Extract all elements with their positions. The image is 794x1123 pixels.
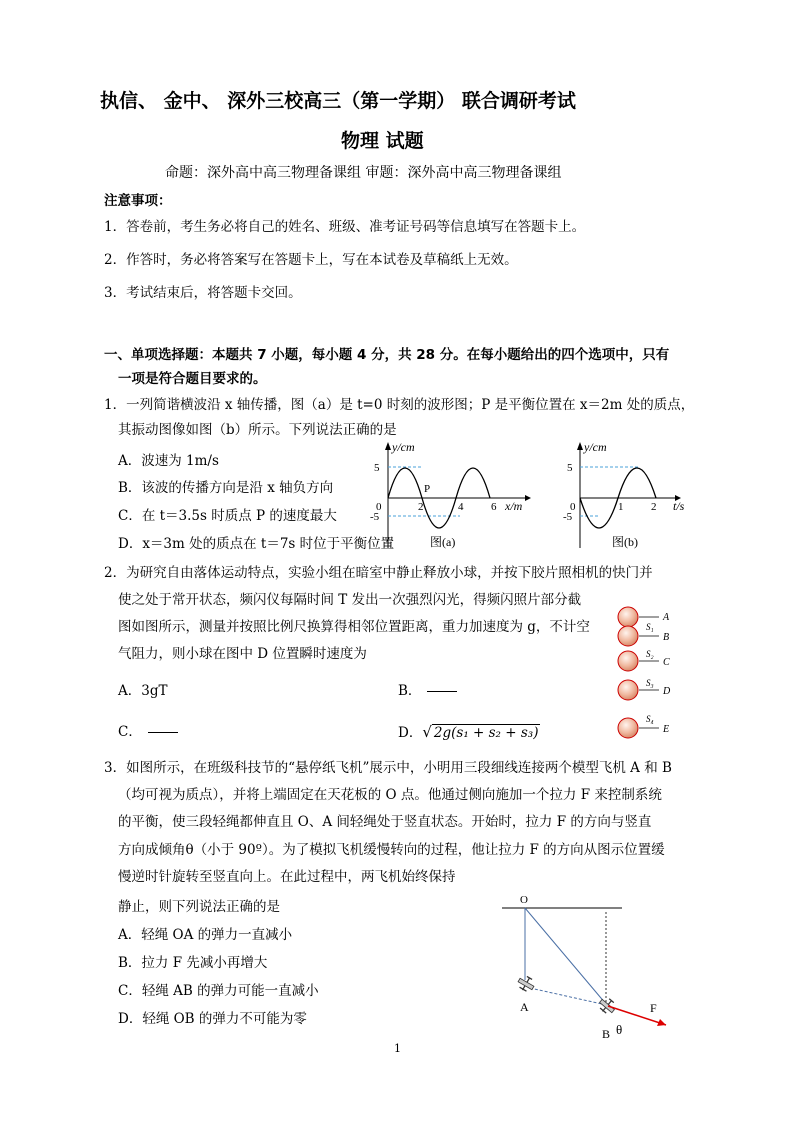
- y-label: y/cm: [584, 440, 607, 454]
- notice-item: 1．答卷前，考生务必将自己的姓名、班级、准考证号码等信息填写在答题卡上。: [104, 219, 586, 235]
- plane-b-icon: [596, 995, 617, 1016]
- figure-b-vibration: [560, 438, 700, 554]
- q2-option-b: B．: [398, 682, 457, 700]
- label-d: D: [663, 686, 671, 697]
- section-heading-cont: 一项是符合题目要求的。: [118, 371, 267, 387]
- x-tick-6: 6: [491, 501, 497, 513]
- ball-b: [618, 626, 638, 646]
- label-s2: S₂: [646, 649, 654, 659]
- question-3-stem-cont: 静止，则下列说法正确的是: [118, 899, 280, 915]
- t-tick-0: 0: [570, 501, 576, 513]
- q2-option-c: C．: [118, 723, 178, 741]
- q3-option-c: C．轻绳 AB 的弹力可能一直减小: [118, 983, 319, 999]
- label-s4: S₄: [646, 714, 654, 724]
- label-e: E: [663, 724, 670, 735]
- q2-option-d: D．√ 2g(s₁ + s₂ + s₃): [398, 723, 539, 741]
- hanging-planes-figure: [490, 888, 690, 1048]
- x-arrow: [525, 495, 531, 501]
- label-b: B: [663, 632, 670, 643]
- t-tick-2: 2: [651, 501, 657, 513]
- q3-option-b: B．拉力 F 先减小再增大: [118, 955, 268, 971]
- question-2-stem-cont: 气阻力，则小球在图中 D 位置瞬时速度为: [118, 646, 367, 662]
- q3-option-a: A．轻绳 OA 的弹力一直减小: [118, 927, 293, 943]
- x-tick-4: 4: [458, 501, 464, 513]
- question-3-stem-cont: 慢逆时针旋转至竖直向上。在此过程中，两飞机始终保持: [118, 869, 456, 885]
- authors-line: 命题：深外高中高三物理备课组 审题：深外高中高三物理备课组: [165, 165, 562, 181]
- strobe-ball-figure: [605, 604, 685, 744]
- notice-heading: 注意事项：: [104, 193, 172, 209]
- point-p-label: P: [424, 483, 431, 495]
- plane-a-icon: [516, 974, 537, 994]
- exam-title: 执信、 金中、 深外三校高三（第一学期） 联合调研考试: [100, 90, 576, 112]
- label-f: F: [650, 1001, 657, 1015]
- t-tick-1: 1: [618, 501, 624, 513]
- label-a: A: [520, 1000, 529, 1014]
- question-2-stem: 2．为研究自由落体运动特点，实验小组在暗室中静止释放小球，并按下胶片照相机的快门并: [104, 565, 653, 581]
- section-heading: 一、单项选择题：本题共 7 小题，每小题 4 分，共 28 分。在每小题给出的四个选项中，只有: [104, 347, 670, 363]
- label-s1: S₁: [646, 622, 654, 632]
- q1-option-b: B．该波的传播方向是沿 x 轴负方向: [118, 480, 334, 496]
- label-o: O: [520, 894, 528, 906]
- page-number: 1: [394, 1042, 401, 1055]
- question-1-stem: 1．一列简谐横波沿 x 轴传播，图（a）是 t=0 时刻的波形图；P 是平衡位置在 x＝2m 处的质点，: [104, 397, 695, 413]
- y-arrow: [577, 442, 583, 450]
- q2-option-a: A．3gT: [118, 683, 168, 699]
- q1-option-a: A．波速为 1m/s: [118, 453, 219, 469]
- question-1-stem-cont: 其振动图像如图（b）所示。下列说法正确的是: [118, 422, 397, 438]
- ball-c: [618, 651, 638, 671]
- label-c: C: [663, 657, 670, 668]
- x-tick-2: 2: [418, 501, 424, 513]
- q3-option-d: D．轻绳 OB 的弹力不可能为零: [118, 1011, 307, 1027]
- ball-e: [618, 718, 638, 738]
- y-label: y/cm: [392, 440, 415, 454]
- figure-b-caption: 图(b): [612, 535, 638, 549]
- y-arrow: [385, 442, 391, 450]
- question-3-stem-cont: （均可视为质点），并将上端固定在天花板的 O 点。他通过侧向施加一个拉力 F 来控制系统: [118, 787, 662, 803]
- figure-a-wave: [360, 438, 540, 554]
- question-2-stem-cont: 使之处于常开状态，频闪仪每隔时间 T 发出一次强烈闪光，得频闪照片部分截: [118, 592, 582, 608]
- x-tick-0: 0: [376, 501, 382, 513]
- figure-a-caption: 图(a): [430, 535, 456, 549]
- y-tick-neg5: -5: [370, 511, 380, 523]
- y-tick-5: 5: [567, 462, 573, 474]
- rope-ab: [530, 988, 602, 1004]
- label-b: B: [602, 1027, 611, 1041]
- label-theta: θ: [616, 1022, 623, 1037]
- question-3-stem: 3．如图所示，在班级科技节的“悬停纸飞机”展示中，小明用三段细线连接两个模型飞机 A 和 B: [104, 760, 672, 776]
- notice-item: 2．作答时，务必将答案写在答题卡上，写在本试卷及草稿纸上无效。: [104, 252, 518, 268]
- x-label: t/s: [673, 499, 685, 513]
- label-s3: S₃: [646, 678, 654, 688]
- fraction-bar: [427, 691, 457, 692]
- q1-option-d: D．x＝3m 处的质点在 t＝7s 时位于平衡位置: [118, 536, 395, 552]
- fraction-bar: [148, 732, 178, 733]
- notice-item: 3．考试结束后，将答题卡交回。: [104, 285, 302, 301]
- label-a: A: [663, 612, 670, 623]
- q1-option-c: C．在 t＝3.5s 时质点 P 的速度最大: [118, 508, 337, 524]
- x-label: x/m: [505, 499, 523, 513]
- sqrt-formula: 2g(s₁ + s₂ + s₃): [433, 725, 539, 741]
- ball-a: [618, 607, 638, 627]
- question-3-stem-cont: 的平衡，使三段轻绳都伸直且 O、A 间轻绳处于竖直状态。开始时，拉力 F 的方向与竖直: [118, 814, 652, 830]
- exam-subtitle: 物理 试题: [341, 130, 424, 152]
- question-2-stem-cont: 图如图所示，测量并按照比例尺换算得相邻位置距离，重力加速度为 g，不计空: [118, 619, 590, 635]
- ball-d: [618, 680, 638, 700]
- y-tick-neg5: -5: [563, 511, 573, 523]
- question-3-stem-cont: 方向成倾角θ（小于 90º）。为了模拟飞机缓慢转向的过程，他让拉力 F 的方向从图示位置缓: [118, 842, 665, 858]
- y-tick-5: 5: [374, 462, 380, 474]
